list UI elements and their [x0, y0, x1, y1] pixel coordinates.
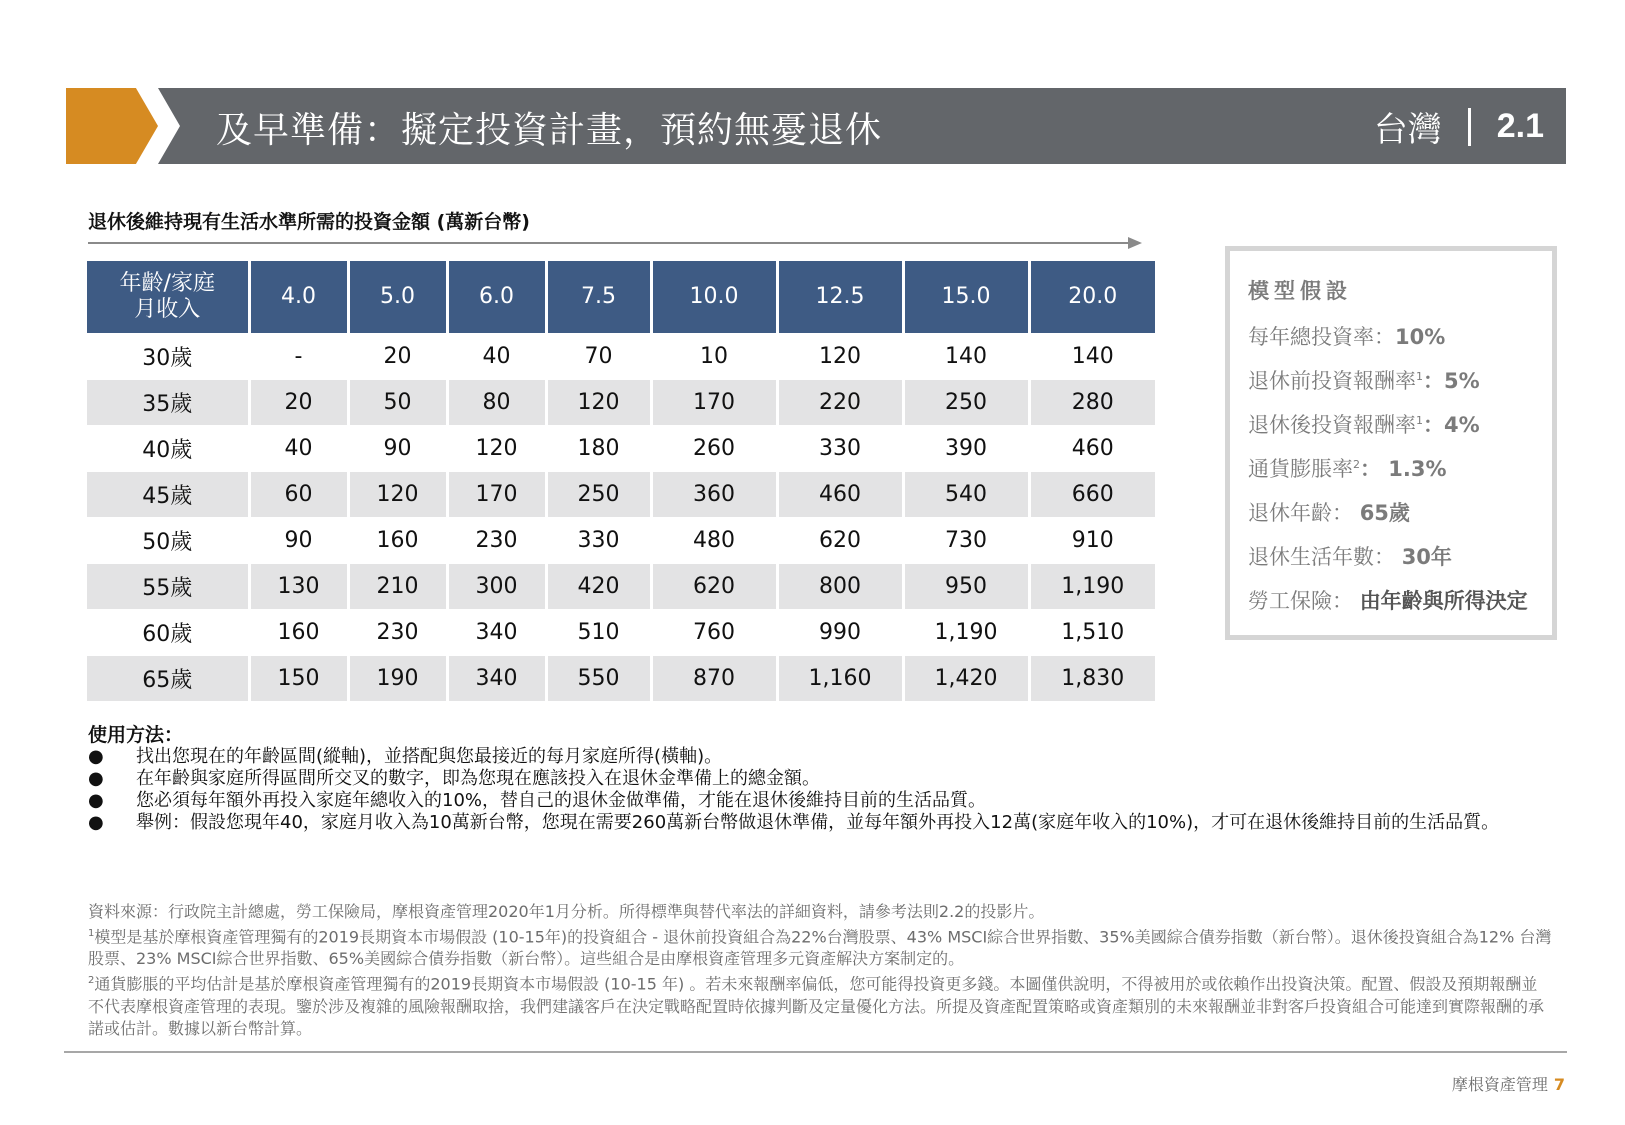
table-cell: 1,510 — [1029, 610, 1155, 656]
table-cell: 140 — [1029, 334, 1155, 380]
table-cell: 620 — [651, 564, 777, 610]
table-cell: 340 — [447, 656, 546, 702]
assumptions-title: 模型假設 — [1248, 279, 1352, 303]
assumption-item — [1248, 541, 1452, 571]
table-cell: 660 — [1029, 472, 1155, 518]
assumption-item — [1248, 321, 1445, 351]
assumption-value: ：4% — [1423, 413, 1480, 437]
assumption-footnote-marker: 1 — [1416, 414, 1423, 427]
assumption-item — [1248, 497, 1410, 527]
corner-header-line2: 月收入 — [134, 297, 201, 322]
model-assumptions-box — [1225, 246, 1557, 640]
banner-right — [1374, 102, 1544, 151]
table-cell: 230 — [348, 610, 447, 656]
assumption-item — [1248, 409, 1480, 439]
row-age-label: 65歲 — [87, 656, 249, 702]
table-row — [87, 610, 1155, 656]
bullet-icon: ● — [88, 746, 104, 767]
table-cell: 120 — [546, 380, 651, 426]
row-age-label: 35歲 — [87, 380, 249, 426]
source-note: 資料來源：行政院主計總處，勞工保險局，摩根資產管理2020年1月分析。所得標準與替代率法的詳細資料，請參考法則2.2的投影片。 — [88, 902, 1045, 921]
banner-divider — [1468, 108, 1471, 146]
assumption-label: 退休生活年數： — [1248, 545, 1402, 569]
assumption-footnote-marker: 2 — [1353, 458, 1360, 471]
page-footer — [1452, 1072, 1565, 1095]
table-cell: 910 — [1029, 518, 1155, 564]
table-cell: 620 — [777, 518, 903, 564]
table-cell: 230 — [447, 518, 546, 564]
bullet-icon: ● — [88, 790, 104, 811]
usage-item — [88, 746, 1528, 768]
footnote-1-marker: 1 — [88, 928, 95, 939]
table-cell: 160 — [249, 610, 348, 656]
table-cell: 460 — [777, 472, 903, 518]
table-cell: 60 — [249, 472, 348, 518]
row-age-label: 50歲 — [87, 518, 249, 564]
table-cell: 260 — [651, 426, 777, 472]
assumption-item — [1248, 365, 1480, 395]
company-name: 摩根資產管理 — [1451, 1075, 1548, 1094]
assumption-label: 退休年齡： — [1248, 501, 1360, 525]
usage-item — [88, 790, 1528, 812]
footnote-1-text: 模型是基於摩根資產管理獨有的2019長期資本市場假設 (10-15年)的投資組合 - 退休前投資組合為22%台灣股票、43% MSCI綜合世界指數、35%美國綜合債券指數（新台幣）。退休後投資組合為12% 台灣股票、23% MSCI綜合世界指數、65%美國綜合債券指數（新台幣）。這些組合是由摩根資產管理多元資產解決方案制定的。 — [88, 927, 1552, 969]
table-cell: 420 — [546, 564, 651, 610]
table-cell: 80 — [447, 380, 546, 426]
page-title: 及早準備：擬定投資計畫，預約無憂退休 — [216, 110, 883, 151]
table-cell: 1,830 — [1029, 656, 1155, 702]
table-cell: 150 — [249, 656, 348, 702]
table-cell: 90 — [348, 426, 447, 472]
assumption-value: 65歲 — [1359, 501, 1410, 525]
row-age-label: 55歲 — [87, 564, 249, 610]
table-cell: 340 — [447, 610, 546, 656]
table-cell: 120 — [777, 334, 903, 380]
table-cell: 760 — [651, 610, 777, 656]
table-row — [87, 334, 1155, 380]
table-row — [87, 472, 1155, 518]
region-label: 台灣 — [1373, 110, 1442, 150]
usage-item — [88, 812, 1528, 834]
table-cell: 390 — [903, 426, 1029, 472]
assumption-label: 通貨膨脹率 — [1248, 457, 1353, 481]
row-age-label: 30歲 — [87, 334, 249, 380]
table-cell: 20 — [249, 380, 348, 426]
assumption-footnote-marker: 1 — [1416, 370, 1423, 383]
usage-item-text: 在年齡與家庭所得區間所交叉的數字，即為您現在應該投入在退休金準備上的總金額。 — [136, 768, 820, 789]
table-row — [87, 656, 1155, 702]
table-cell: 140 — [903, 334, 1029, 380]
table-row — [87, 564, 1155, 610]
column-header: 10.0 — [651, 261, 777, 334]
table-cell: 540 — [903, 472, 1029, 518]
table-cell: 70 — [546, 334, 651, 380]
table-cell: 220 — [777, 380, 903, 426]
column-header: 5.0 — [348, 261, 447, 334]
table-cell: 40 — [249, 426, 348, 472]
column-header: 15.0 — [903, 261, 1029, 334]
table-row — [87, 518, 1155, 564]
footnote-1 — [88, 923, 1553, 970]
table-row — [87, 426, 1155, 472]
table-cell: 20 — [348, 334, 447, 380]
table-cell: 40 — [447, 334, 546, 380]
footnotes — [88, 901, 1553, 1040]
table-cell: 870 — [651, 656, 777, 702]
table-cell: 460 — [1029, 426, 1155, 472]
assumption-item — [1248, 453, 1447, 483]
table-cell: 330 — [777, 426, 903, 472]
table-cell: 160 — [348, 518, 447, 564]
table-cell: 180 — [546, 426, 651, 472]
table-cell: 120 — [348, 472, 447, 518]
investment-table — [87, 261, 1155, 701]
footnote-2 — [88, 970, 1553, 1039]
column-header: 20.0 — [1029, 261, 1155, 334]
table-cell: 950 — [903, 564, 1029, 610]
assumption-value: 10% — [1395, 325, 1446, 349]
table-title: 退休後維持現有生活水準所需的投資金額 (萬新台幣) — [88, 211, 530, 233]
table-cell: - — [249, 334, 348, 380]
footnote-2-text: 通貨膨脹的平均估計是基於摩根資產管理獨有的2019長期資本市場假設 (10-15 年) 。若未來報酬率偏低，您可能得投資更多錢。本圖僅供說明，不得被用於或依賴作出投資決策。配置、假設及預期報酬並不代表摩根資產管理的表現。鑒於涉及複雜的風險報酬取捨，我們建議客戶在決定戰略配置時依據判斷及定量優化方法。所提及資產配置策略或資產類別的未來報酬並非對客戶投資組合可能達到實際報酬的承諾或估計。數據以新台幣計算。 — [88, 974, 1545, 1038]
footnote-2-marker: 2 — [88, 975, 95, 987]
banner-accent-chevron — [66, 88, 158, 164]
assumption-value: ： 1.3% — [1360, 457, 1447, 481]
usage-item-text: 找出您現在的年齡區間(縱軸)，並搭配與您最接近的每月家庭所得(橫軸)。 — [136, 746, 723, 767]
table-cell: 330 — [546, 518, 651, 564]
table-row — [87, 380, 1155, 426]
assumption-value: 由年齡與所得決定 — [1359, 589, 1528, 613]
table-cell: 730 — [903, 518, 1029, 564]
corner-header — [87, 261, 249, 334]
table-header-row — [87, 261, 1155, 334]
usage-list — [88, 746, 1528, 834]
page-number: 7 — [1553, 1075, 1565, 1094]
assumption-value: 30年 — [1401, 545, 1452, 569]
table-cell: 10 — [651, 334, 777, 380]
table-cell: 130 — [249, 564, 348, 610]
row-age-label: 40歲 — [87, 426, 249, 472]
assumption-label: 退休後投資報酬率 — [1248, 413, 1416, 437]
bullet-icon: ● — [88, 812, 104, 833]
column-header: 12.5 — [777, 261, 903, 334]
table-cell: 1,420 — [903, 656, 1029, 702]
column-header: 7.5 — [546, 261, 651, 334]
table-cell: 1,160 — [777, 656, 903, 702]
slide-number: 2.1 — [1496, 107, 1544, 145]
table-cell: 510 — [546, 610, 651, 656]
usage-item-text: 舉例：假設您現年40，家庭月收入為10萬新台幣，您現在需要260萬新台幣做退休準備，並每年額外再投入12萬(家庭年收入的10%)，才可在退休後維持目前的生活品質。 — [136, 812, 1500, 833]
table-cell: 50 — [348, 380, 447, 426]
table-cell: 170 — [651, 380, 777, 426]
bullet-icon: ● — [88, 768, 104, 789]
table-cell: 480 — [651, 518, 777, 564]
assumption-label: 每年總投資率： — [1248, 325, 1395, 349]
table-cell: 170 — [447, 472, 546, 518]
table-cell: 990 — [777, 610, 903, 656]
row-age-label: 45歲 — [87, 472, 249, 518]
usage-title: 使用方法： — [88, 724, 184, 746]
row-age-label: 60歲 — [87, 610, 249, 656]
assumption-label: 勞工保險： — [1248, 589, 1360, 613]
corner-header-line1: 年齡/家庭 — [119, 270, 215, 296]
table-cell: 120 — [447, 426, 546, 472]
table-cell: 190 — [348, 656, 447, 702]
table-cell: 360 — [651, 472, 777, 518]
table-body — [87, 334, 1155, 702]
arrow-right-icon — [88, 236, 1142, 250]
column-header: 4.0 — [249, 261, 348, 334]
table-cell: 1,190 — [903, 610, 1029, 656]
table-cell: 300 — [447, 564, 546, 610]
table-cell: 1,190 — [1029, 564, 1155, 610]
column-header: 6.0 — [447, 261, 546, 334]
assumption-item — [1248, 585, 1528, 615]
table-cell: 280 — [1029, 380, 1155, 426]
table-cell: 90 — [249, 518, 348, 564]
usage-item — [88, 768, 1528, 790]
assumption-value: ：5% — [1423, 369, 1480, 393]
assumption-label: 退休前投資報酬率 — [1248, 369, 1416, 393]
header-banner — [66, 88, 1566, 164]
bottom-divider — [64, 1051, 1567, 1053]
table-cell: 550 — [546, 656, 651, 702]
table-cell: 800 — [777, 564, 903, 610]
table-cell: 250 — [546, 472, 651, 518]
table-cell: 210 — [348, 564, 447, 610]
usage-item-text: 您必須每年額外再投入家庭年總收入的10%，替自己的退休金做準備，才能在退休後維持目前的生活品質。 — [136, 790, 987, 811]
table-cell: 250 — [903, 380, 1029, 426]
